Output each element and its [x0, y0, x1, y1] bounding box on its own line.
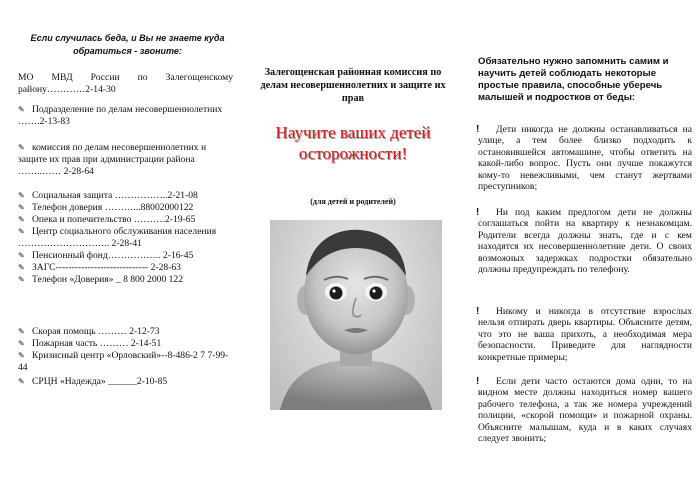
title-column: [240, 0, 466, 495]
bullet-icon: ✎: [18, 105, 25, 114]
service-contact: ✎ Социальная защита ……………..2-21-08: [18, 190, 198, 201]
commission-contact: ✎ комиссия по делам несовершеннолетних и защите их прав при администрации района ……..…… 2-28-64: [18, 142, 207, 177]
bullet-icon: ✎: [18, 143, 25, 152]
child-portrait-image: [270, 220, 442, 410]
bullet-icon: ✎: [18, 215, 25, 224]
service-contact: ✎ Телефон доверия ………...88002000122: [18, 202, 194, 213]
bullet-icon: ✎: [18, 263, 25, 272]
emergency-contact: ✎ Пожарная часть ……… 2-14-51: [18, 338, 162, 349]
bullet-icon: ✎: [18, 351, 25, 360]
contacts-intro: Если случилась беда, и Вы не знаете куда обратиться - звоните:: [30, 33, 225, 56]
bullet-icon: ✎: [18, 339, 25, 348]
service-contact: ✎ Опека и попечительство ……….2-19-65: [18, 214, 196, 225]
juvenile-unit-contact: ✎ Подразделение по делам несовершеннолетних …….2-13-83: [18, 104, 223, 127]
exclamation-bullet-icon: !: [476, 207, 480, 218]
service-contact: ✎ Пенсионный фонд…………….. 2-16-45: [18, 250, 194, 261]
rule-item: ! Если дети часто остаются дома одни, то на видном месте должны находиться номер вашего рабочего телефона, а так же номера учреждений полиции, «скорой помощи» и пожарной охраны. Объясните малышам, куда и в каких случаях следует звонить;: [476, 376, 692, 445]
exclamation-bullet-icon: !: [476, 306, 480, 317]
bullet-icon: ✎: [18, 275, 25, 284]
contacts-column: [0, 0, 240, 495]
service-contact: ✎ Центр социального обслуживания населения ……………………….. 2-28-41: [18, 226, 217, 249]
rule-item: ! Дети никогда не должны останавливаться на улице, а тем более близко подходить к остановившейся автомашине, чтобы ответить на какой-либо вопрос. Пусть они лучше покажутся кому-то невежливыми, чем станут жертвами преступников;: [476, 124, 692, 193]
commission-title: Залегощенская районная комиссия по делам несовершеннолетних и защите их прав: [260, 67, 446, 104]
rules-heading: Обязательно нужно запомнить самим и научить детей соблюдать некоторые простые правила, способные уберечь малышей и подростков от беды:: [478, 56, 669, 103]
bullet-icon: ✎: [18, 327, 25, 336]
emergency-contact: ✎ Кризисный центр «Орловский»--8-486-2 7 7-99-44: [18, 350, 229, 373]
police-contact: МО МВД России по Залегощенскому району…………2-14-30: [18, 72, 233, 95]
service-contact: ✎ Телефон «Доверия» _ 8 800 2000 122: [18, 274, 184, 285]
bullet-icon: ✎: [18, 191, 25, 200]
bullet-icon: ✎: [18, 377, 25, 386]
emergency-contact: ✎ СРЦН «Надежда» ______2-10-85: [18, 376, 168, 387]
bullet-icon: ✎: [18, 203, 25, 212]
rule-item: ! Никому и никогда в отсутствие взрослых нельзя отпирать дверь квартиры. Объясните детям, что это не ваша прихоть, а необходимая мера безопасности. Приведите для наглядности конкретные примеры;: [476, 306, 692, 363]
rules-column: [466, 0, 700, 495]
emergency-contact: ✎ Скорая помощь ……… 2-12-73: [18, 326, 160, 337]
subtitle: (для детей и родителей): [310, 197, 396, 206]
service-contact: ✎ ЗАГС----------------------------- 2-28-63: [18, 262, 181, 273]
rule-item: ! Ни под каким предлогом дети не должны соглашаться пойти на квартиру к незнакомцам. Родители всегда должны знать, где и с кем находятся их несовершеннолетние дети. О своих возможных задержках подростки обязательно должны предупреждать по телефону.: [476, 207, 692, 276]
bullet-icon: ✎: [18, 251, 25, 260]
bullet-icon: ✎: [18, 227, 25, 236]
exclamation-bullet-icon: !: [476, 376, 480, 387]
child-photo: [270, 220, 442, 410]
headline: Научите ваших детей осторожности!: [275, 123, 431, 163]
exclamation-bullet-icon: !: [476, 124, 480, 135]
